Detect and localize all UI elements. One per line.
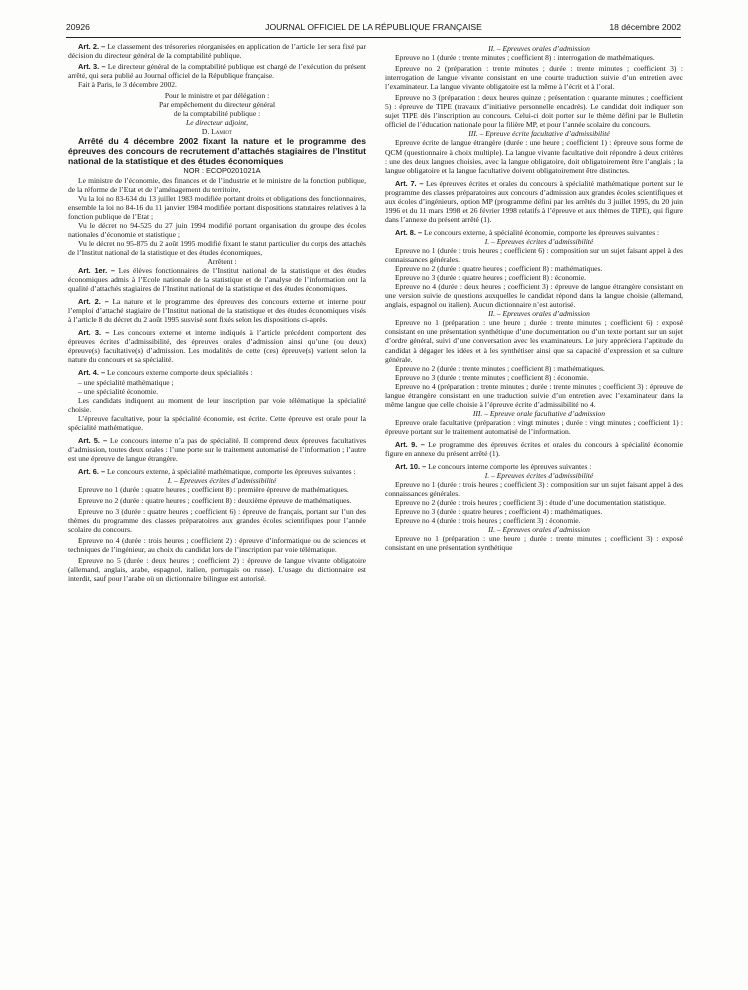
decree-title: Arrêté du 4 décembre 2002 fixant la nature et le programme des épreuves des concours de recrutement d’attachés stagiaires de l’Institut national de la statistique et des études économiques [68, 136, 366, 167]
section-heading: III. – Epreuve orale facultative d’admission [472, 408, 606, 418]
section-heading: I. – Epreuves écrites d’admissibilité [484, 236, 594, 246]
left-column [68, 42, 366, 583]
section-heading: II. – Epreuves orales d’admission [488, 44, 590, 53]
section-heading: I. – Epreuves écrites d’admissibilité [484, 471, 594, 481]
exam-item: Epreuve no 4 (durée : trois heures ; coefficient 3) : économie. [395, 516, 581, 526]
exam-item: Epreuve no 4 (durée : trois heures ; coefficient 2) : épreuve d’informatique ou de sciences et techniques de l’ingénieur, au choix du candidat lors de l’inscription par voie télématique. [68, 536, 366, 555]
exam-item: Epreuve no 5 (durée : deux heures ; coefficient 2) : épreuve de langue vivante obligatoire (allemand, anglais, arabe, espagnol, italien, portugais ou russe). L’usage du dictionnaire est interdit, sauf pour l’arabe où un dictionnaire bilingue est autorisé. [68, 556, 366, 584]
article-6: Art. 6. – Le concours externe, à spécialité mathématique, comporte les épreuves suivantes : [78, 466, 356, 476]
arretent-heading: Arrêtent : [207, 256, 237, 266]
exam-item: Epreuve no 3 (durée : quatre heures ; coefficient 4) : mathématiques. [395, 507, 603, 517]
issue-date: 18 décembre 2002 [609, 22, 681, 32]
article-5: Art. 5. – Le concours interne n’a pas de spécialité. Il comprend deux épreuves facultatives d’admission, toutes deux orales : l’une porte sur le traitement automatisé de l’information ; l’autre est une épreuve de langue étrangère. [68, 435, 367, 463]
exam-item: Epreuve no 1 (préparation : une heure ; durée : trente minutes ; coefficient 3) : exposé consistant en une présentation synthétique [385, 534, 683, 553]
article-4: Art. 4. – Le concours externe comporte deux spécialités : [78, 368, 253, 378]
section-heading: II. – Epreuves orales d’admission [488, 309, 590, 319]
vu-clause: Vu le décret no 95-875 du 2 août 1995 modifié fixant le statut particulier du corps des attachés de l’Institut national de la statistique et des études économiques, [68, 238, 366, 257]
exam-item: Epreuve no 2 (durée : trente minutes ; coefficient 8) : mathématiques. [395, 363, 605, 373]
article-2: Art. 2. – La nature et le programme des épreuves des concours externe et interne pour l’emploi d’attaché stagiaire de l’Institut national de la statistique et des études économiques visés à l’article 8 du décret du 2 août 1995 susvisé sont fixés selon les dispositions ci-après. [68, 297, 366, 325]
vu-clause: Vu la loi no 83-634 du 13 juillet 1983 modifiée portant droits et obligations des fonctionnaires, ensemble la loi no 84-16 du 11 janvier 1984 modifiée portant dispositions statutaires relatives à la fonction publique de l’Etat ; [68, 193, 366, 221]
article-2-prev: Art. 2. – Le classement des trésoreries réorganisées en application de l’article 1er sera fixé par décision du directeur général de la comptabilité publique. [68, 42, 367, 61]
exam-item: Epreuve no 1 (durée : trente minutes ; coefficient 8) : interrogation de mathématiques. [395, 53, 655, 63]
journal-title: JOURNAL OFFICIEL DE LA RÉPUBLIQUE FRANÇAISE [265, 22, 482, 32]
exam-item: Epreuve no 3 (durée : quatre heures ; coefficient 8) : économie. [395, 273, 586, 283]
header-rule [66, 37, 681, 38]
page-header [66, 22, 681, 36]
article-7: Art. 7. – Les épreuves écrites et orales du concours à spécialité mathématique portent sur le programme des classes préparatoires aux concours d’admission aux grandes écoles scientifiques et aux écoles d’ingénieurs, option MP (programme défini par les arrêtés du 3 juillet 1995, du 20 juin 1996 et du 11 mars 1998 et 26 février 1998 relatifs à l’épreuve et aux thèmes de TIPE), qui figure dans l’annexe du présent arrêté (1). [385, 178, 683, 224]
preamble: Le ministre de l’économie, des finances et de l’industrie et le ministre de la fonction publique, de la réforme de l’Etat et de l’aménagement du territoire, [68, 175, 366, 194]
signatory-name: D. Lamiot [201, 127, 233, 137]
right-column [385, 42, 683, 553]
exam-item: Epreuve no 4 (préparation : trente minutes ; durée : trente minutes ; coefficient 3) : épreuve de langue étrangère consistant en une traduction suivie d’un entretien avec l’examinateur dans la même langue que celle choisie à l’épreuve écrite d’admissibilité no 4. [385, 381, 683, 409]
exam-item: Epreuve no 3 (durée : trente minutes ; coefficient 8) : économie. [395, 372, 589, 382]
signature-line: Le directeur adjoint, [186, 118, 248, 128]
section-heading: I. – Epreuves écrites d’admissibilité [167, 475, 277, 485]
exam-item: Epreuve écrite de langue étrangère (durée : une heure ; coefficient 1) : épreuve sous forme de QCM (questionnaire à choix multiple). La langue vivante facultative doit répondre à deux critères : une des deux langues choisies, avec la langue obligatoire, doit obligatoirement être l’anglais ; la langue obligatoire et la langue facultative doivent obligatoirement être distinctes. [385, 138, 683, 175]
article-3: Art. 3. – Les concours externe et interne indiqués à l’article précédent comportent des épreuves écrites d’admissibilité, des épreuves orales d’admission ainsi qu’une (ou deux) épreuve(s) facultative(s) d’admission. Les modalités de cette (ces) épreuve(s) varient selon la nature du concours et sa spécialité. [68, 328, 367, 365]
article-9: Art. 9. – Le programme des épreuves écrites et orales du concours à spécialité économie figure en annexe du présent arrêté (1). [385, 439, 684, 459]
page-number: 20926 [66, 22, 90, 32]
exam-item: Epreuve no 2 (durée : quatre heures ; coefficient 8) : mathématiques. [395, 264, 603, 274]
article-3-prev: Art. 3. – Le directeur général de la comptabilité publique est chargé de l’exécution du présent arrêté, qui sera publié au Journal officiel de la République française. [68, 62, 367, 81]
signature-line: de la comptabilité publique : [173, 109, 261, 119]
section-heading: III. – Epreuve écrite facultative d’admissibilité [468, 129, 610, 139]
exam-item: Epreuve no 3 (préparation : deux heures quinze ; présentation : quarante minutes ; coefficient 5) : épreuve de TIPE (travaux d’initiative personnelle encadrés). Le candidat doit indiquer son sujet TIPE dès l’inscription au concours. Celui-ci doit porter sur le thème défini par le Bulletin officiel de l’éducation nationale pour la filière MP, et pour l’année scolaire du concours. [385, 93, 683, 130]
signature-line: Pour le ministre et par délégation : [164, 91, 270, 101]
article-4-text: Les candidats indiquent au moment de leur inscription par voie télématique la spécialité choisie. [68, 395, 366, 414]
vu-clause: Vu le décret no 94-525 du 27 juin 1994 modifié portant organisation du groupe des écoles nationales d’économie et statistique ; [68, 220, 366, 239]
nor-reference: NOR : ECOP0201021A [183, 166, 261, 176]
signature-block [68, 91, 366, 136]
exam-item: Epreuve orale facultative (préparation : vingt minutes ; durée : vingt minutes ; coefficient 1) : épreuve portant sur le traitement automatisé de l’information. [385, 417, 683, 436]
exam-item: Epreuve no 3 (durée : quatre heures ; coefficient 6) : épreuve de français, portant sur l’un des thèmes du programme des classes préparatoires aux grandes écoles scientifiques pour l’année scolaire du concours. [68, 507, 366, 535]
exam-item: Epreuve no 2 (durée : trois heures ; coefficient 3) : étude d’une documentation statistique. [395, 498, 666, 508]
signature-line: Par empêchement du directeur général [158, 100, 276, 110]
exam-item: Epreuve no 1 (durée : trois heures ; coefficient 6) : composition sur un sujet faisant appel à des connaissances générales. [385, 245, 683, 265]
list-item: – une spécialité mathématique ; [78, 377, 174, 387]
signature-place-date: Fait à Paris, le 3 décembre 2002. [78, 80, 177, 90]
exam-item: Epreuve no 1 (durée : trois heures ; coefficient 3) : composition sur un sujet faisant appel à des connaissances générales. [385, 480, 683, 499]
exam-item: Epreuve no 2 (préparation : trente minutes ; durée : trente minutes ; coefficient 3) : interrogation de langue vivante consistant en une courte traduction suivie d’un entretien avec l’examinateur. La langue vivante obligatoire est la même à l’écrit et à l’oral. [385, 64, 683, 92]
list-item: – une spécialité économie. [78, 386, 159, 396]
exam-item: Epreuve no 4 (durée : deux heures ; coefficient 3) : épreuve de langue étrangère consistant en une version suivie de questions auxquelles le candidat répond dans la langue choisie (allemand, anglais, espagnol ou italien). Aucun dictionnaire n’est autorisé. [385, 282, 683, 310]
article-8: Art. 8. – Le concours externe, à spécialité économie, comporte les épreuves suivantes : [395, 227, 660, 237]
article-10: Art. 10. – Le concours interne comporte les épreuves suivantes : [395, 462, 592, 472]
article-4-text: L’épreuve facultative, pour la spécialité économie, est écrite. Cette épreuve est orale pour la spécialité mathématique. [68, 413, 366, 432]
exam-item: Epreuve no 1 (préparation : une heure ; durée : trente minutes ; coefficient 6) : exposé consistant en une présentation synthétique d’une documentation ou d’un texte portant sur un sujet d’ordre général, suivi d’une conversation avec les examinateurs. Le jury appréciera l’aptitude du candidat à dégager les idées et à les synthétiser ainsi que sa capacité d’expression et sa culture générale. [385, 318, 683, 364]
article-1: Art. 1er. – Les élèves fonctionnaires de l’Institut national de la statistique et des études économiques admis à l’Ecole nationale de la statistique et de l’analyse de l’information ont la qualité d’attachés stagiaires de l’Institut national de la statistique et des études économiques. [68, 265, 367, 294]
section-heading: II. – Epreuves orales d’admission [488, 525, 590, 535]
exam-item: Epreuve no 2 (durée : quatre heures ; coefficient 8) : deuxième épreuve de mathématiques. [78, 496, 352, 506]
exam-item: Epreuve no 1 (durée : quatre heures ; coefficient 8) : première épreuve de mathématiques. [78, 485, 349, 495]
